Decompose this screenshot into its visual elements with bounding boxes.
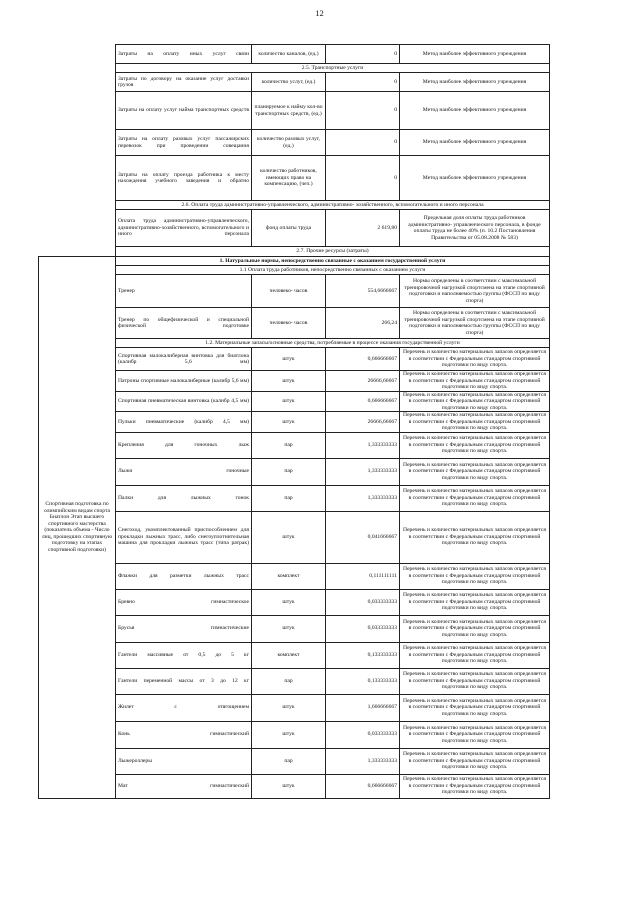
cost-value: 0,041666667 [326,511,400,563]
cost-method: Метод наиболее эффективного учреждения [400,156,550,201]
cost-method: Перечень и количество материальных запасов определяется в соответствии с Федеральным стандартом спортивной подготовки по виду спорта. [400,458,550,485]
table-row [39,485,550,511]
page-number: 12 [315,8,324,18]
cost-method: Перечень и количество материальных запасов определяется в соответствии с Федеральным стандартом спортивной подготовки по виду спорта. [400,668,550,694]
cost-item-name: Пульки пневматические (калибр 4,5 мм) [116,412,252,433]
table-row [39,73,550,92]
cost-unit: планируемое к найму кол-во транспортных средств, (ед.) [252,92,326,130]
cost-value: 1,333333333 [326,432,400,458]
table-row [39,774,550,798]
cost-item-name: Гантели переменной массы от 3 до 12 кг [116,668,252,694]
table-row [39,130,550,156]
cost-unit: штук [252,412,326,433]
cost-unit: человеко- часов [252,275,326,308]
cost-norms-table [38,44,550,799]
cost-item-name: Жилет с отягощением [116,694,252,721]
cost-method: Перечень и количество материальных запасов определяется в соответствии с Федеральным стандартом спортивной подготовки по виду спорта. [400,485,550,511]
cost-unit: комплект [252,642,326,668]
cost-value: 0,111111111 [326,563,400,589]
cost-unit: пар [252,485,326,511]
cost-value: 0,133333333 [326,642,400,668]
cost-method: Перечень и количество материальных запасов определяется в соответствии с Федеральным стандартом спортивной подготовки по виду спорта. [400,371,550,392]
cost-unit: штук [252,721,326,748]
cost-unit: пар [252,668,326,694]
table-row [39,458,550,485]
table-row [39,371,550,392]
cost-value: 0 [326,45,400,64]
table-row [39,642,550,668]
cost-value: 1,333333333 [326,748,400,774]
cost-method: Перечень и количество материальных запасов определяется в соответствии с Федеральным стандартом спортивной подготовки по виду спорта. [400,432,550,458]
cost-item-name: Затраты на оплату услуг найма транспортных средств [116,92,252,130]
cost-value: 0,666666667 [326,774,400,798]
cost-unit: количество работников, имеющих право на компенсацию, (чел.) [252,156,326,201]
cost-unit: пар [252,748,326,774]
cost-value: 554,6666667 [326,275,400,308]
cost-method: Перечень и количество материальных запасов определяется в соответствии с Федеральным стандартом спортивной подготовки по виду спорта. [400,748,550,774]
section-header-staff: 1.1 Оплата труда работников, непосредственно связанных с оказанием услуги [116,266,550,275]
cost-item-name: Гантели массивные от 0,5 до 5 кг [116,642,252,668]
table-row [39,589,550,615]
table-row [39,391,550,412]
cost-unit: комплект [252,563,326,589]
cost-unit: штук [252,348,326,371]
cost-item-name: Затраты по договору на оказание услуг доставки грузов [116,73,252,92]
cost-item-name: Брусья гимнастические [116,615,252,642]
table-row [39,412,550,433]
cost-value: 0,033333333 [326,589,400,615]
cost-method: Перечень и количество материальных запасов определяется в соответствии с Федеральным стандартом спортивной подготовки по виду спорта. [400,721,550,748]
cost-item-name: Тренер по общефизической и специальной физической подготовке [116,308,252,339]
cost-value: 0 [326,92,400,130]
cost-value: 26666,66667 [326,371,400,392]
cost-item-name: Флажки для разметки лыжных трасс [116,563,252,589]
cost-value: 0,033333333 [326,615,400,642]
cost-method: Перечень и количество материальных запасов определяется в соответствии с Федеральным стандартом спортивной подготовки по виду спорта. [400,563,550,589]
service-description: Спортивная подготовка по олимпийским видам спорта Биатлон Этап высшего спортивного мастерства (показатель объема - Число лиц, прошедших спортивную подготовку на этапах спортивной подготовки) [39,257,116,799]
section-header-row [39,266,550,275]
cost-item-name: Затраты на оплату разовых услуг пассажирских перевозок при проведении совещания [116,130,252,156]
cost-value: 2 619,80 [326,210,400,247]
table-row [39,210,550,247]
cost-unit: количество разовых услуг, (ед.) [252,130,326,156]
cost-item-name: Оплата труда административно-управленческого, административно-хозяйственного, вспомогательного и иного персонала [116,210,252,247]
cost-method: Перечень и количество материальных запасов определяется в соответствии с Федеральным стандартом спортивной подготовки по виду спорта. [400,412,550,433]
section-header-labor: 2.6. Оплата труда административно-управленческого, административно- хозяйственного, вспомогательного и иного персонала [116,201,550,210]
cost-value: 0,033333333 [326,721,400,748]
cost-item-name: Патроны спортивные малокалиберные (калибр 5,6 мм) [116,371,252,392]
cost-item-name: Лыжи гоночные [116,458,252,485]
cost-unit: штук [252,774,326,798]
cost-method: Метод наиболее эффективного учреждения [400,45,550,64]
table-row [39,748,550,774]
table-row [39,348,550,371]
cost-item-name: Палки для лыжных гонок [116,485,252,511]
table-row [39,45,550,64]
table-row [39,694,550,721]
cost-item-name: Лыжероллеры [116,748,252,774]
cost-item-name: Тренер [116,275,252,308]
cost-unit: штук [252,371,326,392]
cost-item-name: Спортивная пневматическая винтовка (калибр 4,5 мм) [116,391,252,412]
section-header-row [39,339,550,348]
section-header-natural: 1. Натуральные нормы, непосредственно связанные с оказанием государственной услуги [116,257,550,266]
cost-item-name: Снегоход, укомплектованный приспособлением для прокладки лыжных трасс, либо снегоуплотнительная машина для прокладки лыжных трасс (типа ратрак) [116,511,252,563]
cost-value: 26666,66667 [326,412,400,433]
cost-unit: количество услуг, (ед.) [252,73,326,92]
cost-value: 0,666666667 [326,348,400,371]
table-row [39,275,550,308]
section-header-row [39,64,550,73]
cost-value: 1,333333333 [326,485,400,511]
cost-value: 1,666666667 [326,694,400,721]
cost-value: 266,24 [326,308,400,339]
cost-item-name: Конь гимнастический [116,721,252,748]
cost-item-name: Крепления для гоночных лыж [116,432,252,458]
table-row [39,615,550,642]
cost-value: 0 [326,156,400,201]
cost-unit: штук [252,615,326,642]
cost-method: Метод наиболее эффективного учреждения [400,92,550,130]
cost-unit: пар [252,458,326,485]
cost-method: Метод наиболее эффективного учреждения [400,130,550,156]
cost-method: Метод наиболее эффективного учреждения [400,73,550,92]
cost-unit: штук [252,694,326,721]
table-row [39,308,550,339]
section-header-transport: 2.5. Транспортные услуги [116,64,550,73]
cost-item-name: Затраты на оплату иных услуг связи [116,45,252,64]
cost-method: Нормы определены в соответствии с максимальной тренировочной нагрузкой спортсмена на этапе спортивной подготовки и наполняемостью группы (ФССП по виду спорта) [400,308,550,339]
cost-value: 0,666666667 [326,391,400,412]
cost-unit: человеко- часов [252,308,326,339]
table-row [39,511,550,563]
cost-unit: фонд оплаты труда [252,210,326,247]
section-header-materials: 1.2. Материальные запасы/основные средства, потребляемые в процессе оказания государственной услуги [116,339,550,348]
cost-unit: штук [252,511,326,563]
cost-item-name: Затраты на оплату проезда работника к месту нахождения учебного заведения и обратно [116,156,252,201]
table-row [39,92,550,130]
table-row [39,432,550,458]
cost-method: Перечень и количество материальных запасов определяется в соответствии с Федеральным стандартом спортивной подготовки по виду спорта. [400,694,550,721]
section-header-other: 2.7. Прочие ресурсы (затраты) [116,247,550,257]
cost-method: Перечень и количество материальных запасов определяется в соответствии с Федеральным стандартом спортивной подготовки по виду спорта. [400,615,550,642]
cost-method: Перечень и количество материальных запасов определяется в соответствии с Федеральным стандартом спортивной подготовки по виду спорта. [400,589,550,615]
table-row [39,563,550,589]
section-header-row [39,257,550,266]
cost-method: Предельная доля оплаты труда работников административно- управленческого персонала, в фонде оплаты труда не более 40% (п. 10.2 Постановления Правительства от 05.08.2008 № 583) [400,210,550,247]
section-header-row [39,247,550,257]
cost-method: Перечень и количество материальных запасов определяется в соответствии с Федеральным стандартом спортивной подготовки по виду спорта. [400,348,550,371]
cost-method: Перечень и количество материальных запасов определяется в соответствии с Федеральным стандартом спортивной подготовки по виду спорта. [400,642,550,668]
cost-method: Перечень и количество материальных запасов определяется в соответствии с Федеральным стандартом спортивной подготовки по виду спорта. [400,774,550,798]
cost-value: 0,133333333 [326,668,400,694]
cost-value: 1,333333333 [326,458,400,485]
cost-unit: штук [252,391,326,412]
cost-method: Перечень и количество материальных запасов определяется в соответствии с Федеральным стандартом спортивной подготовки по виду спорта. [400,391,550,412]
cost-value: 0 [326,130,400,156]
cost-value: 0 [326,73,400,92]
table-row [39,668,550,694]
table-row [39,156,550,201]
cost-unit: штук [252,589,326,615]
cost-item-name: Бревно гимнастическое [116,589,252,615]
cost-unit: количество каналов, (ед.) [252,45,326,64]
section-header-row [39,201,550,210]
cost-method: Перечень и количество материальных запасов определяется в соответствии с Федеральным стандартом спортивной подготовки по виду спорта. [400,511,550,563]
cost-method: Нормы определены в соответствии с максимальной тренировочной нагрузкой спортсмена на этапе спортивной подготовки и наполняемостью группы (ФССП по виду спорта) [400,275,550,308]
cost-item-name: Мат гимнастический [116,774,252,798]
cost-unit: пар [252,432,326,458]
cost-item-name: Спортивная малокалиберная винтовка для биатлона (калибр 5,6 мм) [116,348,252,371]
table-row [39,721,550,748]
